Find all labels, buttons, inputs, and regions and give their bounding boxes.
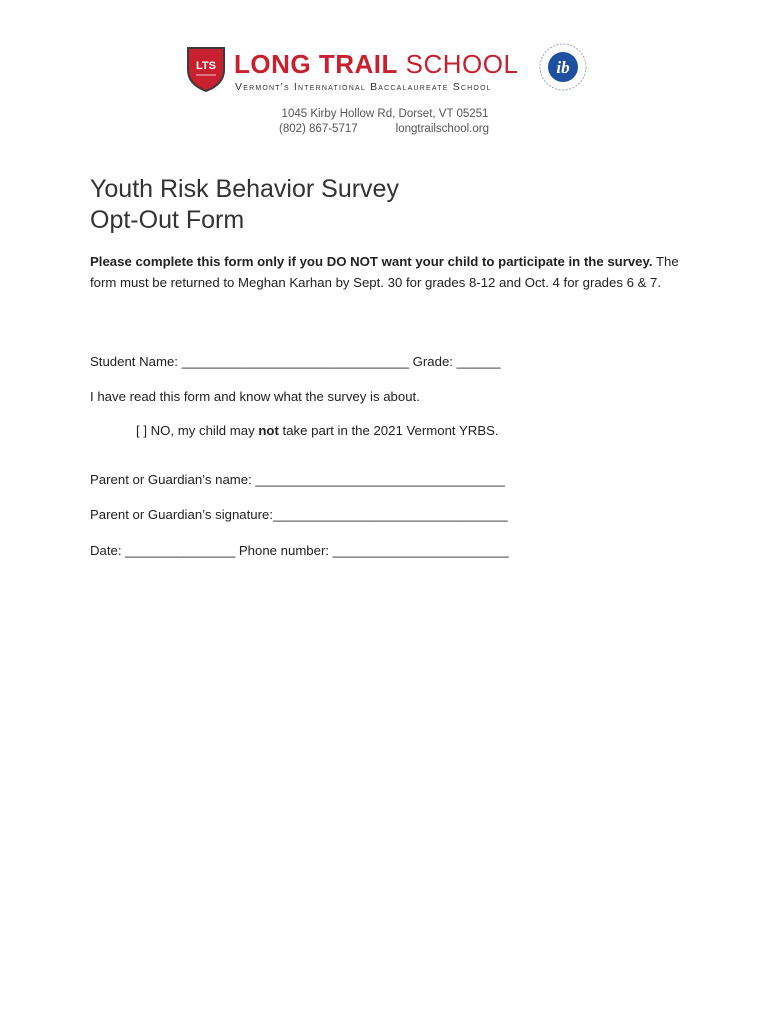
form-title: [90, 174, 399, 236]
letterhead: [0, 40, 770, 100]
optout-prefix: [ ] NO, my child may: [136, 423, 259, 438]
guardian-signature-field[interactable]: Parent or Guardian’s signature:________________________________: [90, 507, 508, 522]
school-name-bold: LONG TRAIL: [234, 49, 398, 79]
school-name-light: SCHOOL: [397, 49, 519, 79]
school-tagline: Vermont's International Baccalaureate School: [235, 81, 492, 93]
phone-number: (802) 867-5717: [279, 123, 358, 135]
student-name-grade-field[interactable]: Student Name: _______________________________ Grade: ______: [90, 354, 501, 369]
title-line-1: Youth Risk Behavior Survey: [90, 175, 399, 203]
title-line-2: Opt-Out Form: [90, 206, 245, 234]
contact-line: [279, 123, 489, 135]
instructions-paragraph: [90, 252, 690, 293]
school-name: [234, 49, 518, 79]
instructions-bold: Please complete this form only if you DO NOT want your child to participate in the survey.: [90, 254, 653, 269]
ib-logo-text: ib: [556, 58, 570, 77]
optout-emphasis: not: [258, 423, 279, 438]
optout-suffix: take part in the 2021 Vermont YRBS.: [278, 423, 499, 438]
instructions-text: The form must be returned to Meghan Karhan by Sept. 30 for grades 8-12 and Oct. 4 for grades 6 & 7.: [90, 254, 679, 290]
logo-mark-text: LTS: [196, 60, 216, 72]
optout-checkbox-line[interactable]: [136, 423, 499, 438]
school-address: 1045 Kirby Hollow Rd, Dorset, VT 05251: [281, 108, 489, 120]
date-phone-field[interactable]: Date: _______________ Phone number: ________________________: [90, 543, 509, 558]
website-link[interactable]: longtrailschool.org: [395, 123, 489, 135]
lts-shield-logo: [186, 46, 226, 92]
guardian-name-field[interactable]: Parent or Guardian’s name: __________________________________: [90, 472, 505, 487]
ib-world-school-logo: [538, 42, 588, 92]
acknowledgement-text: I have read this form and know what the survey is about.: [90, 389, 420, 404]
